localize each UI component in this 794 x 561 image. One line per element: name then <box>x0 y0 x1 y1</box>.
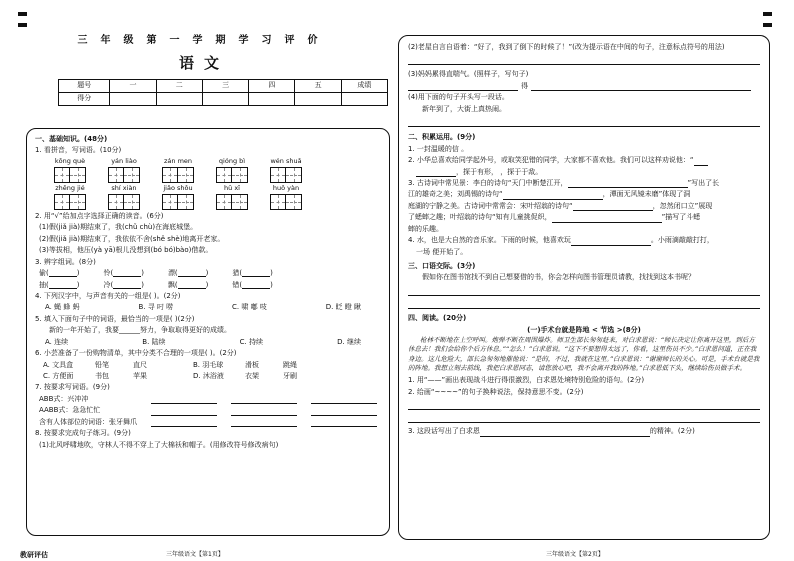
s2q3-text: 江的雄奇之美；刘禹锡的诗句“ <box>408 190 503 199</box>
q8-part-4-text: 新年到了，大街上真热闹。 <box>422 104 506 113</box>
answer-blank[interactable] <box>552 215 662 223</box>
pinyin-text: wén shuǎ <box>270 156 302 165</box>
score-cell: 二 <box>156 79 202 92</box>
corner-mark <box>763 12 772 16</box>
q3-blank[interactable] <box>49 281 77 289</box>
q8-part-2: (2)老屋自言自语着：“好了，我到了倒下的时候了！”(改为提示语在中间的句子，注意标点符号的用法) <box>408 43 725 51</box>
s2q4-text: 4. 水，也是大自然的音乐家。下雨的时候，他喜欢玩 <box>408 236 571 245</box>
passage-text: 枪林不断地在上空呼叫。炮弹不断在周围爆炸。师卫生部长匆匆赶来，对白求恩说：“师长决定让你离开这里，到后方休息去！我们会给你个后方休息。”“怎么！”白求恩说。“这下不要想得太远了，你看，这里伤员不少。”白求恩问道，正在我身边。这儿危险大，部长急匆匆地催他说：“是的，不过，我就在这里。”白求恩说：“谢谢师长的关心。可是，手术台就是我的阵地。我想立刻去前线，我把白求恩同志，请您放心吧，我不会离开我的阵地。”白求恩低下头，继续给伤员做手术。 <box>408 335 760 373</box>
score-input[interactable] <box>156 92 202 105</box>
q5-option[interactable]: D. 继续 <box>337 337 361 346</box>
section-heading: 一、基础知识。(48分) <box>35 135 108 143</box>
q4-option[interactable]: B. 寻 叼 唠 <box>138 303 174 312</box>
q3-blank[interactable] <box>178 269 206 277</box>
q7-line <box>35 406 381 415</box>
answer-blank[interactable] <box>480 429 650 437</box>
question-2: 2. 用“√”给加点字选择正确的读音。(6分) <box>35 211 164 220</box>
question-3: 3. 辨字组词。(8分) <box>35 257 96 266</box>
answer-line[interactable] <box>408 114 760 127</box>
pinyin-item <box>97 157 151 183</box>
q3-char: 怜( <box>103 269 114 278</box>
q3-char: 抽( <box>39 280 49 289</box>
answer-blank[interactable] <box>231 408 297 416</box>
s3-question: 假如你在图书馆找不到自己想要借的书，你会怎样向图书管理员请教，找找到这本书呢？ <box>422 273 695 282</box>
answer-blank[interactable] <box>503 192 603 200</box>
answer-blank[interactable] <box>151 396 217 404</box>
s2-question-2-cont <box>408 168 760 177</box>
q6-row <box>35 372 381 381</box>
write-box[interactable] <box>270 167 286 183</box>
s2q3-text: ，潭面无风镜未磨”体现了洞 <box>602 190 691 199</box>
score-input[interactable] <box>341 92 387 105</box>
s2-question-3-cont <box>408 190 760 199</box>
q3-char: 冷( <box>103 280 114 289</box>
de-char: 得 <box>521 81 528 90</box>
section-heading: 四、阅读。(20分) <box>408 313 467 322</box>
q6-item: 苹果 <box>133 372 147 380</box>
question-4: 4. 下列汉字中，与声音有关的一组是( )。(2分) <box>35 291 181 300</box>
q5-text: 新的一年开始了，我要______努力，争取取得更好的成绩。 <box>49 326 231 335</box>
s2-question-4 <box>408 236 760 245</box>
q5-option[interactable]: A. 连续 <box>45 337 69 346</box>
footer-left: 教研评估 <box>20 551 48 559</box>
score-cell: 成绩 <box>341 79 387 92</box>
score-input[interactable] <box>295 92 341 105</box>
q3-row <box>35 281 381 290</box>
score-input[interactable] <box>249 92 295 105</box>
left-page <box>18 10 390 559</box>
s2-question-3-cont <box>408 202 760 211</box>
q6-item: 铅笔 <box>95 360 109 369</box>
q2-line[interactable]: (3)等拔相，他压(yà yā)根儿没想到(bó bó)bào)借款。 <box>39 246 213 255</box>
q3-close: ) <box>76 280 80 289</box>
q6-item: 直尺 <box>133 360 147 369</box>
answer-blank[interactable] <box>408 83 518 91</box>
write-box[interactable] <box>286 194 302 210</box>
q6-item: 滑板 <box>245 360 259 369</box>
q3-char: 猎( <box>232 269 243 278</box>
r-q3-text: 3. 这段话写出了白求恩 <box>408 427 480 436</box>
q3-char: 错( <box>232 280 243 289</box>
write-box[interactable] <box>108 194 124 210</box>
pinyin-text: kōng què <box>54 156 86 165</box>
exam-title: 三年级第一学期学习评价 <box>77 35 331 46</box>
score-cell: 题号 <box>59 79 110 92</box>
q7-line <box>35 418 381 427</box>
pinyin-item <box>259 157 313 183</box>
question-6: 6. 小芸准备了一份购物清单，其中分类不合理的一项是( )。(2分) <box>35 349 237 358</box>
q7-label: ABB式：兴冲冲 <box>39 394 89 403</box>
answer-blank[interactable] <box>531 83 751 91</box>
answer-line[interactable] <box>408 296 760 309</box>
pinyin-item <box>205 157 259 183</box>
answer-line[interactable] <box>408 410 760 423</box>
answer-blank[interactable] <box>311 419 377 427</box>
q8-part-4: (4)用下面的句子开头写一段话。 <box>408 93 509 102</box>
score-input[interactable] <box>202 92 248 105</box>
q6-item[interactable]: D. 沐浴液 <box>193 372 224 380</box>
q6-item[interactable]: B. 羽毛球 <box>193 360 224 369</box>
pinyin-text: zán men <box>163 156 193 165</box>
answer-blank[interactable] <box>231 419 297 427</box>
pinyin-item <box>313 157 367 183</box>
reading-question-3 <box>408 427 760 436</box>
s2-question-1: 1. 一封温暖的信 。 <box>408 144 469 153</box>
answer-blank[interactable] <box>694 158 708 166</box>
pinyin-item <box>43 157 97 183</box>
write-box[interactable] <box>216 194 232 210</box>
pinyin-item <box>151 184 205 210</box>
s2q3-text: ”描写了斗蟋 <box>661 213 701 222</box>
s2q4-text: 。小雨滴敲敲打打， <box>650 236 714 245</box>
pinyin-text: zhēng jié <box>55 183 85 192</box>
section-heading: 二、积累运用。(9分) <box>408 133 476 142</box>
q6-item: 跳绳 <box>283 360 297 369</box>
q3-blank[interactable] <box>242 269 270 277</box>
q3-blank[interactable] <box>113 269 141 277</box>
q7-label: 含有人体部位的词语：张牙舞爪 <box>39 417 137 426</box>
q6-item: 牙刷 <box>283 372 297 380</box>
write-box[interactable] <box>108 167 124 183</box>
q8-part-3: (3)妈妈累得直喘气。(照样子，写句子) <box>408 70 529 79</box>
subject-title: 语文 <box>178 53 229 72</box>
q4-options <box>35 303 381 312</box>
write-box[interactable] <box>270 194 286 210</box>
score-cell: 五 <box>295 79 341 92</box>
q3-row <box>35 269 381 278</box>
q4-option[interactable]: A. 蝇 蜂 蚂 <box>45 303 80 312</box>
pinyin-text: qióng bì <box>218 156 246 165</box>
q3-blank[interactable] <box>49 269 77 277</box>
s2-question-3-cont: 蟀的乐趣。 <box>408 224 443 233</box>
write-box[interactable] <box>178 167 194 183</box>
q6-item[interactable]: A. 文具盒 <box>43 360 74 369</box>
question-7: 7. 按要求写词语。(9分) <box>35 383 110 392</box>
pinyin-item <box>97 184 151 210</box>
score-cell: 四 <box>249 79 295 92</box>
q3-close: ) <box>270 269 273 278</box>
q3-blank[interactable] <box>242 281 270 289</box>
q2-line[interactable]: (2)假(jiǎ jià)期结束了，我依依不舍(shě shè)地离开老家。 <box>39 234 225 243</box>
pinyin-text: shí xiàn <box>111 183 137 192</box>
answer-blank[interactable] <box>231 396 297 404</box>
section-heading: 三、口语交际。(3分) <box>408 262 476 270</box>
answer-blank[interactable] <box>416 169 456 177</box>
write-box[interactable] <box>70 167 86 183</box>
pinyin-item <box>151 157 205 183</box>
s2q2-text: 2. 小华总喜欢给同学起外号，或取笑犯错的同学，大家都不喜欢他。我们可以这样劝说他：“ <box>408 156 694 165</box>
score-label: 得分 <box>59 92 110 105</box>
answer-blank[interactable] <box>573 203 653 211</box>
q3-close: ) <box>270 280 273 289</box>
pinyin-item <box>259 184 313 210</box>
write-box[interactable] <box>124 194 140 210</box>
footer-page-2: 三年级语文【第2页】 <box>546 551 604 558</box>
r-q3-text: 的精神。(2分) <box>649 427 695 436</box>
q3-close: ) <box>205 269 209 278</box>
question-5: 5. 填入下面句子中的词语，最恰当的一项是( )(2分) <box>35 314 195 323</box>
q3-char: 漂( <box>167 269 178 278</box>
q4-option[interactable]: C. 啸 嘟 吱 <box>232 303 267 312</box>
answer-blank[interactable] <box>568 180 688 188</box>
q3-close: ) <box>76 269 80 278</box>
left-question-box <box>26 128 390 536</box>
s2-question-3 <box>408 179 760 188</box>
question-1: 1. 看拼音，写词语。(10分) <box>35 146 122 155</box>
q8-line: (1)北风呼啸地吹，守林人不得不穿上了大棉袄和帽子。(用修改符号修改病句) <box>39 440 279 449</box>
write-box[interactable] <box>162 194 178 210</box>
right-question-box <box>398 35 770 540</box>
s2q3-text: ，忽然闭口立”展现 <box>652 201 713 210</box>
answer-blank[interactable] <box>151 408 217 416</box>
score-cell: 一 <box>110 79 156 92</box>
q8-part-3-answer <box>408 82 760 91</box>
answer-line[interactable] <box>408 52 760 65</box>
write-box[interactable] <box>232 194 248 210</box>
write-box[interactable] <box>286 167 302 183</box>
pinyin-grid <box>35 157 381 210</box>
score-input[interactable] <box>110 92 156 105</box>
corner-mark <box>763 23 772 27</box>
answer-blank[interactable] <box>311 408 377 416</box>
q3-blank[interactable] <box>113 281 141 289</box>
s2q2c-text: ，探于有形， ，探于于敌。 <box>456 167 543 176</box>
q5-options <box>35 338 381 347</box>
q3-close: ) <box>141 280 144 289</box>
write-box[interactable] <box>70 194 86 210</box>
q6-item: 书包 <box>95 372 109 380</box>
write-box[interactable] <box>162 167 178 183</box>
reading-question-1: 1. 用“——”画出表现战斗进行得很激烈，白求恩处境特别危险的语句。(2分) <box>408 376 645 385</box>
write-box[interactable] <box>232 167 248 183</box>
q6-row <box>35 361 381 370</box>
write-box[interactable] <box>124 167 140 183</box>
s2q3-text: ”写出了长 <box>687 178 720 187</box>
reading-question-2: 2. 给画“~~~~”的句子换种说法，保持意思不变。(2分) <box>408 387 584 396</box>
q3-close: ) <box>141 269 144 278</box>
answer-blank[interactable] <box>571 238 651 246</box>
s2q3-text: 庭湖的宁静之美。古诗词中常常会：宋叶绍翁的诗句“ <box>408 201 573 210</box>
q7-line <box>35 395 381 404</box>
footer-page-1: 三年级语文【第1页】 <box>166 551 224 558</box>
pinyin-item <box>205 184 259 210</box>
q7-label: AABB式：急急忙忙 <box>39 406 101 415</box>
s2-question-2 <box>408 156 760 165</box>
s2-question-3-cont <box>408 213 760 222</box>
s2-question-4-cont: 一场 便开始了。 <box>416 247 468 256</box>
q3-char: 偷( <box>39 269 49 278</box>
q5-option[interactable]: B. 陆续 <box>142 337 166 346</box>
s2q3-text: 3. 古诗词中常见景：李白的诗句“天门中断楚江开， <box>408 178 568 187</box>
write-box[interactable] <box>54 194 70 210</box>
q6-item: 衣架 <box>245 372 259 380</box>
write-box[interactable] <box>216 167 232 183</box>
answer-line[interactable] <box>408 283 760 296</box>
answer-blank[interactable] <box>311 396 377 404</box>
pinyin-text: hū xī <box>224 183 240 192</box>
pinyin-text: yán liào <box>111 156 137 165</box>
q2-line[interactable]: (1)假(jiǎ jià)期结束了，我(chǔ chù)在海底城堡。 <box>39 223 198 232</box>
q3-blank[interactable] <box>178 281 206 289</box>
pinyin-text: jiǎo shǒu <box>163 183 193 192</box>
answer-line[interactable] <box>408 397 760 410</box>
s2q3-text: 了蟋蟀之趣；叶绍翁的诗句“知有儿童挑促织， <box>408 213 552 222</box>
q6-item[interactable]: C. 方便面 <box>43 372 74 380</box>
q3-char: 飘( <box>167 280 178 289</box>
score-cell: 三 <box>202 79 248 92</box>
write-box[interactable] <box>178 194 194 210</box>
question-8: 8. 按要求完成句子练习。(9分) <box>35 429 131 438</box>
pinyin-item <box>43 184 97 210</box>
answer-blank[interactable] <box>151 419 217 427</box>
q5-option[interactable]: C. 持续 <box>239 337 264 346</box>
q4-option[interactable]: D. 眨 瞪 瞅 <box>325 303 361 312</box>
q3-close: ) <box>205 280 209 289</box>
passage-title: (一)手术台就是阵地 < 节选 >(8分) <box>527 326 641 335</box>
score-table <box>58 79 388 106</box>
write-box[interactable] <box>54 167 70 183</box>
pinyin-text: huǒ yàn <box>272 183 300 192</box>
